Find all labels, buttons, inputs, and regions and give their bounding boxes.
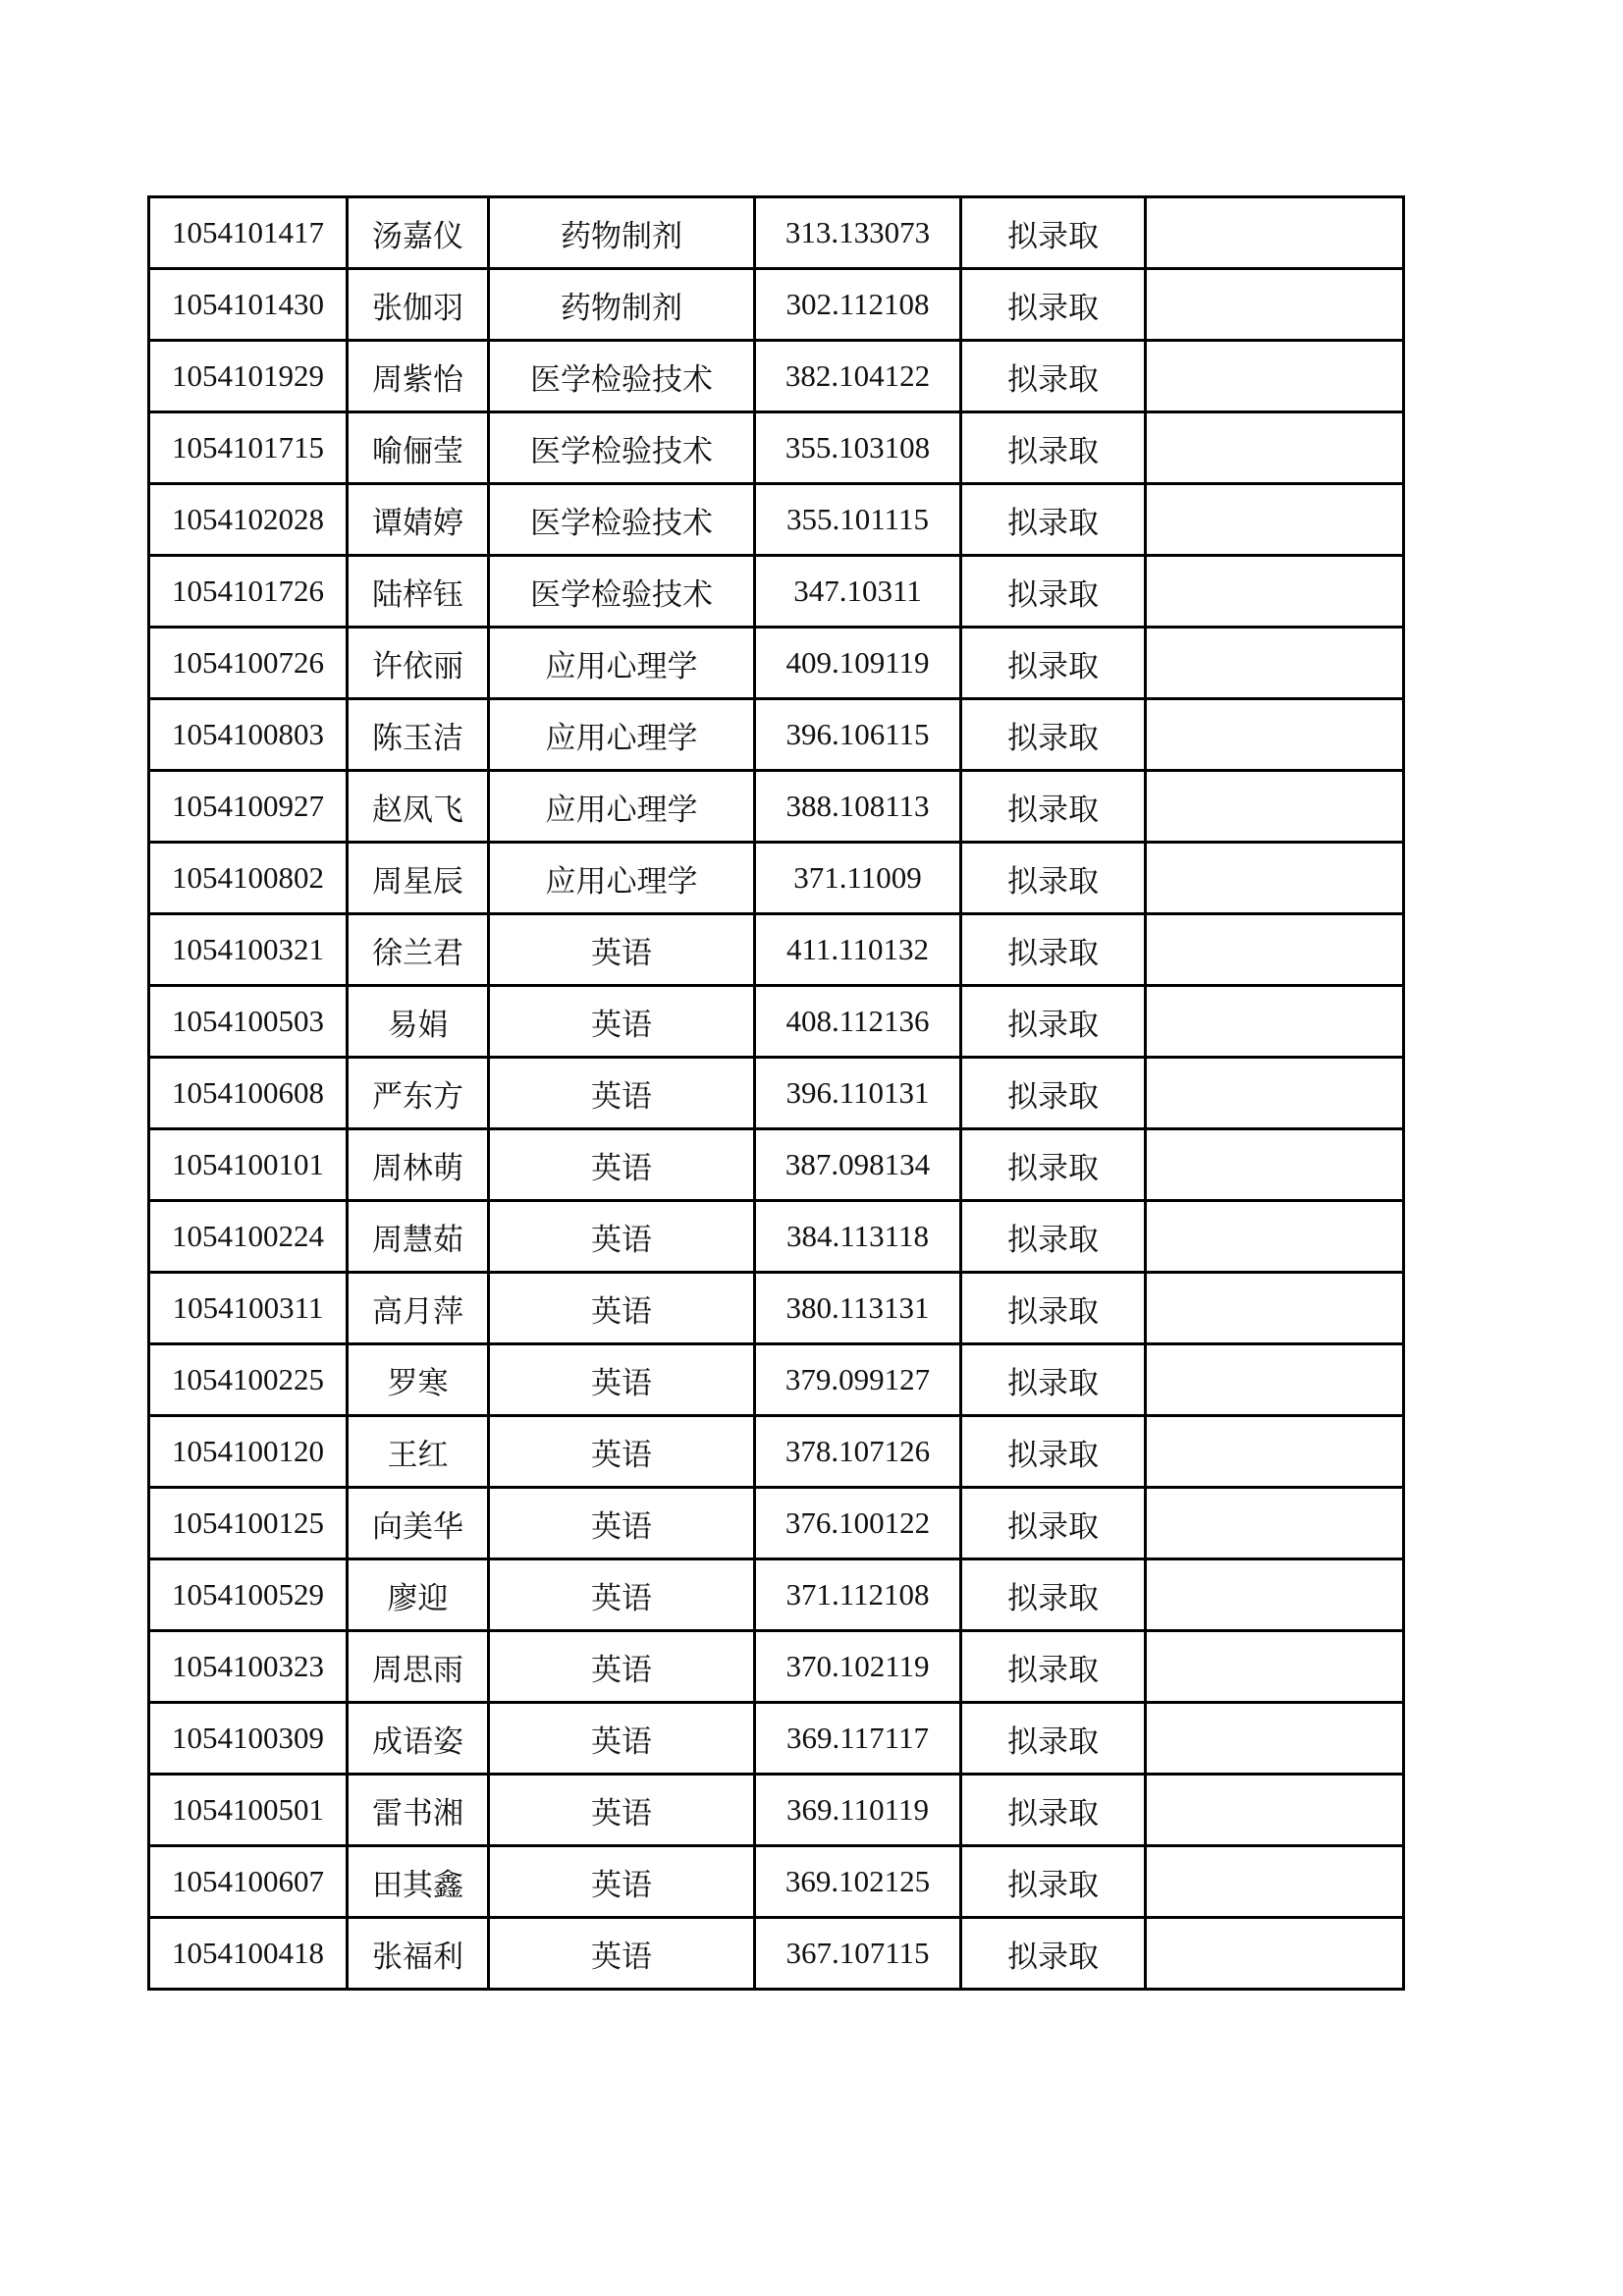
table-row — [149, 556, 1404, 628]
remark-cell — [1146, 1559, 1404, 1631]
admission-status-cell: 拟录取 — [961, 484, 1146, 556]
remark-cell — [1146, 1058, 1404, 1129]
major-cell: 英语 — [489, 1416, 755, 1488]
admission-table — [147, 195, 1405, 1991]
candidate-name-cell: 向美华 — [348, 1488, 489, 1559]
table-row — [149, 341, 1404, 412]
table-row — [149, 771, 1404, 843]
major-cell: 药物制剂 — [489, 269, 755, 341]
score-cell: 396.110131 — [755, 1058, 961, 1129]
admission-status-cell: 拟录取 — [961, 1775, 1146, 1846]
score-cell: 387.098134 — [755, 1129, 961, 1201]
score-cell: 370.102119 — [755, 1631, 961, 1703]
table-row — [149, 1201, 1404, 1273]
major-cell: 英语 — [489, 1703, 755, 1775]
table-row — [149, 914, 1404, 986]
admission-status-cell: 拟录取 — [961, 1058, 1146, 1129]
candidate-id-cell: 1054100529 — [149, 1559, 348, 1631]
candidate-name-cell: 廖迎 — [348, 1559, 489, 1631]
candidate-id-cell: 1054102028 — [149, 484, 348, 556]
score-cell: 369.117117 — [755, 1703, 961, 1775]
candidate-id-cell: 1054100225 — [149, 1344, 348, 1416]
remark-cell — [1146, 843, 1404, 914]
admission-status-cell: 拟录取 — [961, 1559, 1146, 1631]
remark-cell — [1146, 628, 1404, 699]
table-row — [149, 1559, 1404, 1631]
major-cell: 医学检验技术 — [489, 484, 755, 556]
score-cell: 369.110119 — [755, 1775, 961, 1846]
admission-status-cell: 拟录取 — [961, 986, 1146, 1058]
candidate-name-cell: 成语姿 — [348, 1703, 489, 1775]
admission-status-cell: 拟录取 — [961, 1703, 1146, 1775]
candidate-name-cell: 雷书湘 — [348, 1775, 489, 1846]
table-row — [149, 1775, 1404, 1846]
table-row — [149, 484, 1404, 556]
score-cell: 384.113118 — [755, 1201, 961, 1273]
major-cell: 英语 — [489, 1201, 755, 1273]
candidate-id-cell: 1054100802 — [149, 843, 348, 914]
candidate-name-cell: 罗寒 — [348, 1344, 489, 1416]
candidate-name-cell: 赵凤飞 — [348, 771, 489, 843]
major-cell: 应用心理学 — [489, 628, 755, 699]
remark-cell — [1146, 1488, 1404, 1559]
candidate-id-cell: 1054100501 — [149, 1775, 348, 1846]
candidate-name-cell: 徐兰君 — [348, 914, 489, 986]
score-cell: 371.112108 — [755, 1559, 961, 1631]
major-cell: 应用心理学 — [489, 699, 755, 771]
table-row — [149, 986, 1404, 1058]
admission-status-cell: 拟录取 — [961, 1846, 1146, 1918]
remark-cell — [1146, 197, 1404, 269]
major-cell: 英语 — [489, 1344, 755, 1416]
major-cell: 英语 — [489, 1631, 755, 1703]
table-row — [149, 1058, 1404, 1129]
major-cell: 英语 — [489, 1775, 755, 1846]
table-row — [149, 843, 1404, 914]
table-row — [149, 412, 1404, 484]
candidate-id-cell: 1054100927 — [149, 771, 348, 843]
admission-status-cell: 拟录取 — [961, 269, 1146, 341]
candidate-name-cell: 田其鑫 — [348, 1846, 489, 1918]
table-row — [149, 1488, 1404, 1559]
remark-cell — [1146, 341, 1404, 412]
major-cell: 英语 — [489, 1488, 755, 1559]
score-cell: 376.100122 — [755, 1488, 961, 1559]
candidate-name-cell: 许依丽 — [348, 628, 489, 699]
table-row — [149, 1631, 1404, 1703]
score-cell: 388.108113 — [755, 771, 961, 843]
remark-cell — [1146, 1273, 1404, 1344]
candidate-id-cell: 1054100321 — [149, 914, 348, 986]
score-cell: 411.110132 — [755, 914, 961, 986]
candidate-name-cell: 喻俪莹 — [348, 412, 489, 484]
major-cell: 英语 — [489, 914, 755, 986]
score-cell: 313.133073 — [755, 197, 961, 269]
remark-cell — [1146, 484, 1404, 556]
remark-cell — [1146, 1344, 1404, 1416]
major-cell: 医学检验技术 — [489, 556, 755, 628]
major-cell: 英语 — [489, 986, 755, 1058]
candidate-id-cell: 1054100101 — [149, 1129, 348, 1201]
remark-cell — [1146, 699, 1404, 771]
score-cell: 382.104122 — [755, 341, 961, 412]
candidate-id-cell: 1054100726 — [149, 628, 348, 699]
candidate-id-cell: 1054100503 — [149, 986, 348, 1058]
remark-cell — [1146, 914, 1404, 986]
candidate-name-cell: 张福利 — [348, 1918, 489, 1990]
admission-status-cell: 拟录取 — [961, 341, 1146, 412]
candidate-id-cell: 1054100309 — [149, 1703, 348, 1775]
major-cell: 英语 — [489, 1273, 755, 1344]
remark-cell — [1146, 1416, 1404, 1488]
candidate-name-cell: 谭婧婷 — [348, 484, 489, 556]
table-row — [149, 628, 1404, 699]
table-row — [149, 1129, 1404, 1201]
candidate-id-cell: 1054100311 — [149, 1273, 348, 1344]
table-row — [149, 197, 1404, 269]
score-cell: 355.101115 — [755, 484, 961, 556]
remark-cell — [1146, 1129, 1404, 1201]
admission-status-cell: 拟录取 — [961, 1631, 1146, 1703]
table-row — [149, 699, 1404, 771]
admission-status-cell: 拟录取 — [961, 1129, 1146, 1201]
major-cell: 英语 — [489, 1846, 755, 1918]
score-cell: 380.113131 — [755, 1273, 961, 1344]
admission-status-cell: 拟录取 — [961, 914, 1146, 986]
remark-cell — [1146, 986, 1404, 1058]
major-cell: 英语 — [489, 1129, 755, 1201]
candidate-id-cell: 1054101929 — [149, 341, 348, 412]
major-cell: 应用心理学 — [489, 771, 755, 843]
admission-status-cell: 拟录取 — [961, 1344, 1146, 1416]
table-row — [149, 1416, 1404, 1488]
candidate-name-cell: 高月萍 — [348, 1273, 489, 1344]
remark-cell — [1146, 556, 1404, 628]
candidate-name-cell: 陆梓钰 — [348, 556, 489, 628]
score-cell: 378.107126 — [755, 1416, 961, 1488]
candidate-id-cell: 1054100224 — [149, 1201, 348, 1273]
score-cell: 369.102125 — [755, 1846, 961, 1918]
table-row — [149, 1918, 1404, 1990]
admission-status-cell: 拟录取 — [961, 1416, 1146, 1488]
remark-cell — [1146, 269, 1404, 341]
candidate-id-cell: 1054100125 — [149, 1488, 348, 1559]
major-cell: 英语 — [489, 1058, 755, 1129]
major-cell: 英语 — [489, 1559, 755, 1631]
score-cell: 367.107115 — [755, 1918, 961, 1990]
admission-status-cell: 拟录取 — [961, 1488, 1146, 1559]
admission-status-cell: 拟录取 — [961, 197, 1146, 269]
candidate-name-cell: 张伽羽 — [348, 269, 489, 341]
candidate-id-cell: 1054100120 — [149, 1416, 348, 1488]
table-row — [149, 1344, 1404, 1416]
candidate-name-cell: 王红 — [348, 1416, 489, 1488]
table-row — [149, 1273, 1404, 1344]
candidate-id-cell: 1054100607 — [149, 1846, 348, 1918]
major-cell: 医学检验技术 — [489, 412, 755, 484]
candidate-name-cell: 周思雨 — [348, 1631, 489, 1703]
candidate-id-cell: 1054100608 — [149, 1058, 348, 1129]
major-cell: 药物制剂 — [489, 197, 755, 269]
candidate-id-cell: 1054101715 — [149, 412, 348, 484]
remark-cell — [1146, 1775, 1404, 1846]
candidate-id-cell: 1054101726 — [149, 556, 348, 628]
candidate-name-cell: 周紫怡 — [348, 341, 489, 412]
admission-status-cell: 拟录取 — [961, 771, 1146, 843]
score-cell: 347.10311 — [755, 556, 961, 628]
candidate-name-cell: 周林萌 — [348, 1129, 489, 1201]
major-cell: 医学检验技术 — [489, 341, 755, 412]
admission-status-cell: 拟录取 — [961, 1918, 1146, 1990]
admission-status-cell: 拟录取 — [961, 556, 1146, 628]
admission-status-cell: 拟录取 — [961, 1273, 1146, 1344]
candidate-id-cell: 1054100418 — [149, 1918, 348, 1990]
candidate-id-cell: 1054100803 — [149, 699, 348, 771]
candidate-name-cell: 陈玉洁 — [348, 699, 489, 771]
score-cell: 371.11009 — [755, 843, 961, 914]
score-cell: 355.103108 — [755, 412, 961, 484]
score-cell: 409.109119 — [755, 628, 961, 699]
remark-cell — [1146, 1846, 1404, 1918]
admission-table-body — [149, 197, 1404, 1990]
candidate-id-cell: 1054101417 — [149, 197, 348, 269]
major-cell: 英语 — [489, 1918, 755, 1990]
remark-cell — [1146, 1703, 1404, 1775]
score-cell: 302.112108 — [755, 269, 961, 341]
candidate-name-cell: 汤嘉仪 — [348, 197, 489, 269]
candidate-id-cell: 1054100323 — [149, 1631, 348, 1703]
admission-status-cell: 拟录取 — [961, 1201, 1146, 1273]
score-cell: 396.106115 — [755, 699, 961, 771]
admission-status-cell: 拟录取 — [961, 628, 1146, 699]
candidate-id-cell: 1054101430 — [149, 269, 348, 341]
score-cell: 379.099127 — [755, 1344, 961, 1416]
remark-cell — [1146, 771, 1404, 843]
remark-cell — [1146, 1918, 1404, 1990]
table-row — [149, 269, 1404, 341]
remark-cell — [1146, 412, 1404, 484]
table-row — [149, 1703, 1404, 1775]
admission-status-cell: 拟录取 — [961, 412, 1146, 484]
candidate-name-cell: 严东方 — [348, 1058, 489, 1129]
admission-status-cell: 拟录取 — [961, 843, 1146, 914]
remark-cell — [1146, 1201, 1404, 1273]
candidate-name-cell: 周慧茹 — [348, 1201, 489, 1273]
score-cell: 408.112136 — [755, 986, 961, 1058]
remark-cell — [1146, 1631, 1404, 1703]
table-row — [149, 1846, 1404, 1918]
admission-status-cell: 拟录取 — [961, 699, 1146, 771]
major-cell: 应用心理学 — [489, 843, 755, 914]
candidate-name-cell: 周星辰 — [348, 843, 489, 914]
candidate-name-cell: 易娟 — [348, 986, 489, 1058]
